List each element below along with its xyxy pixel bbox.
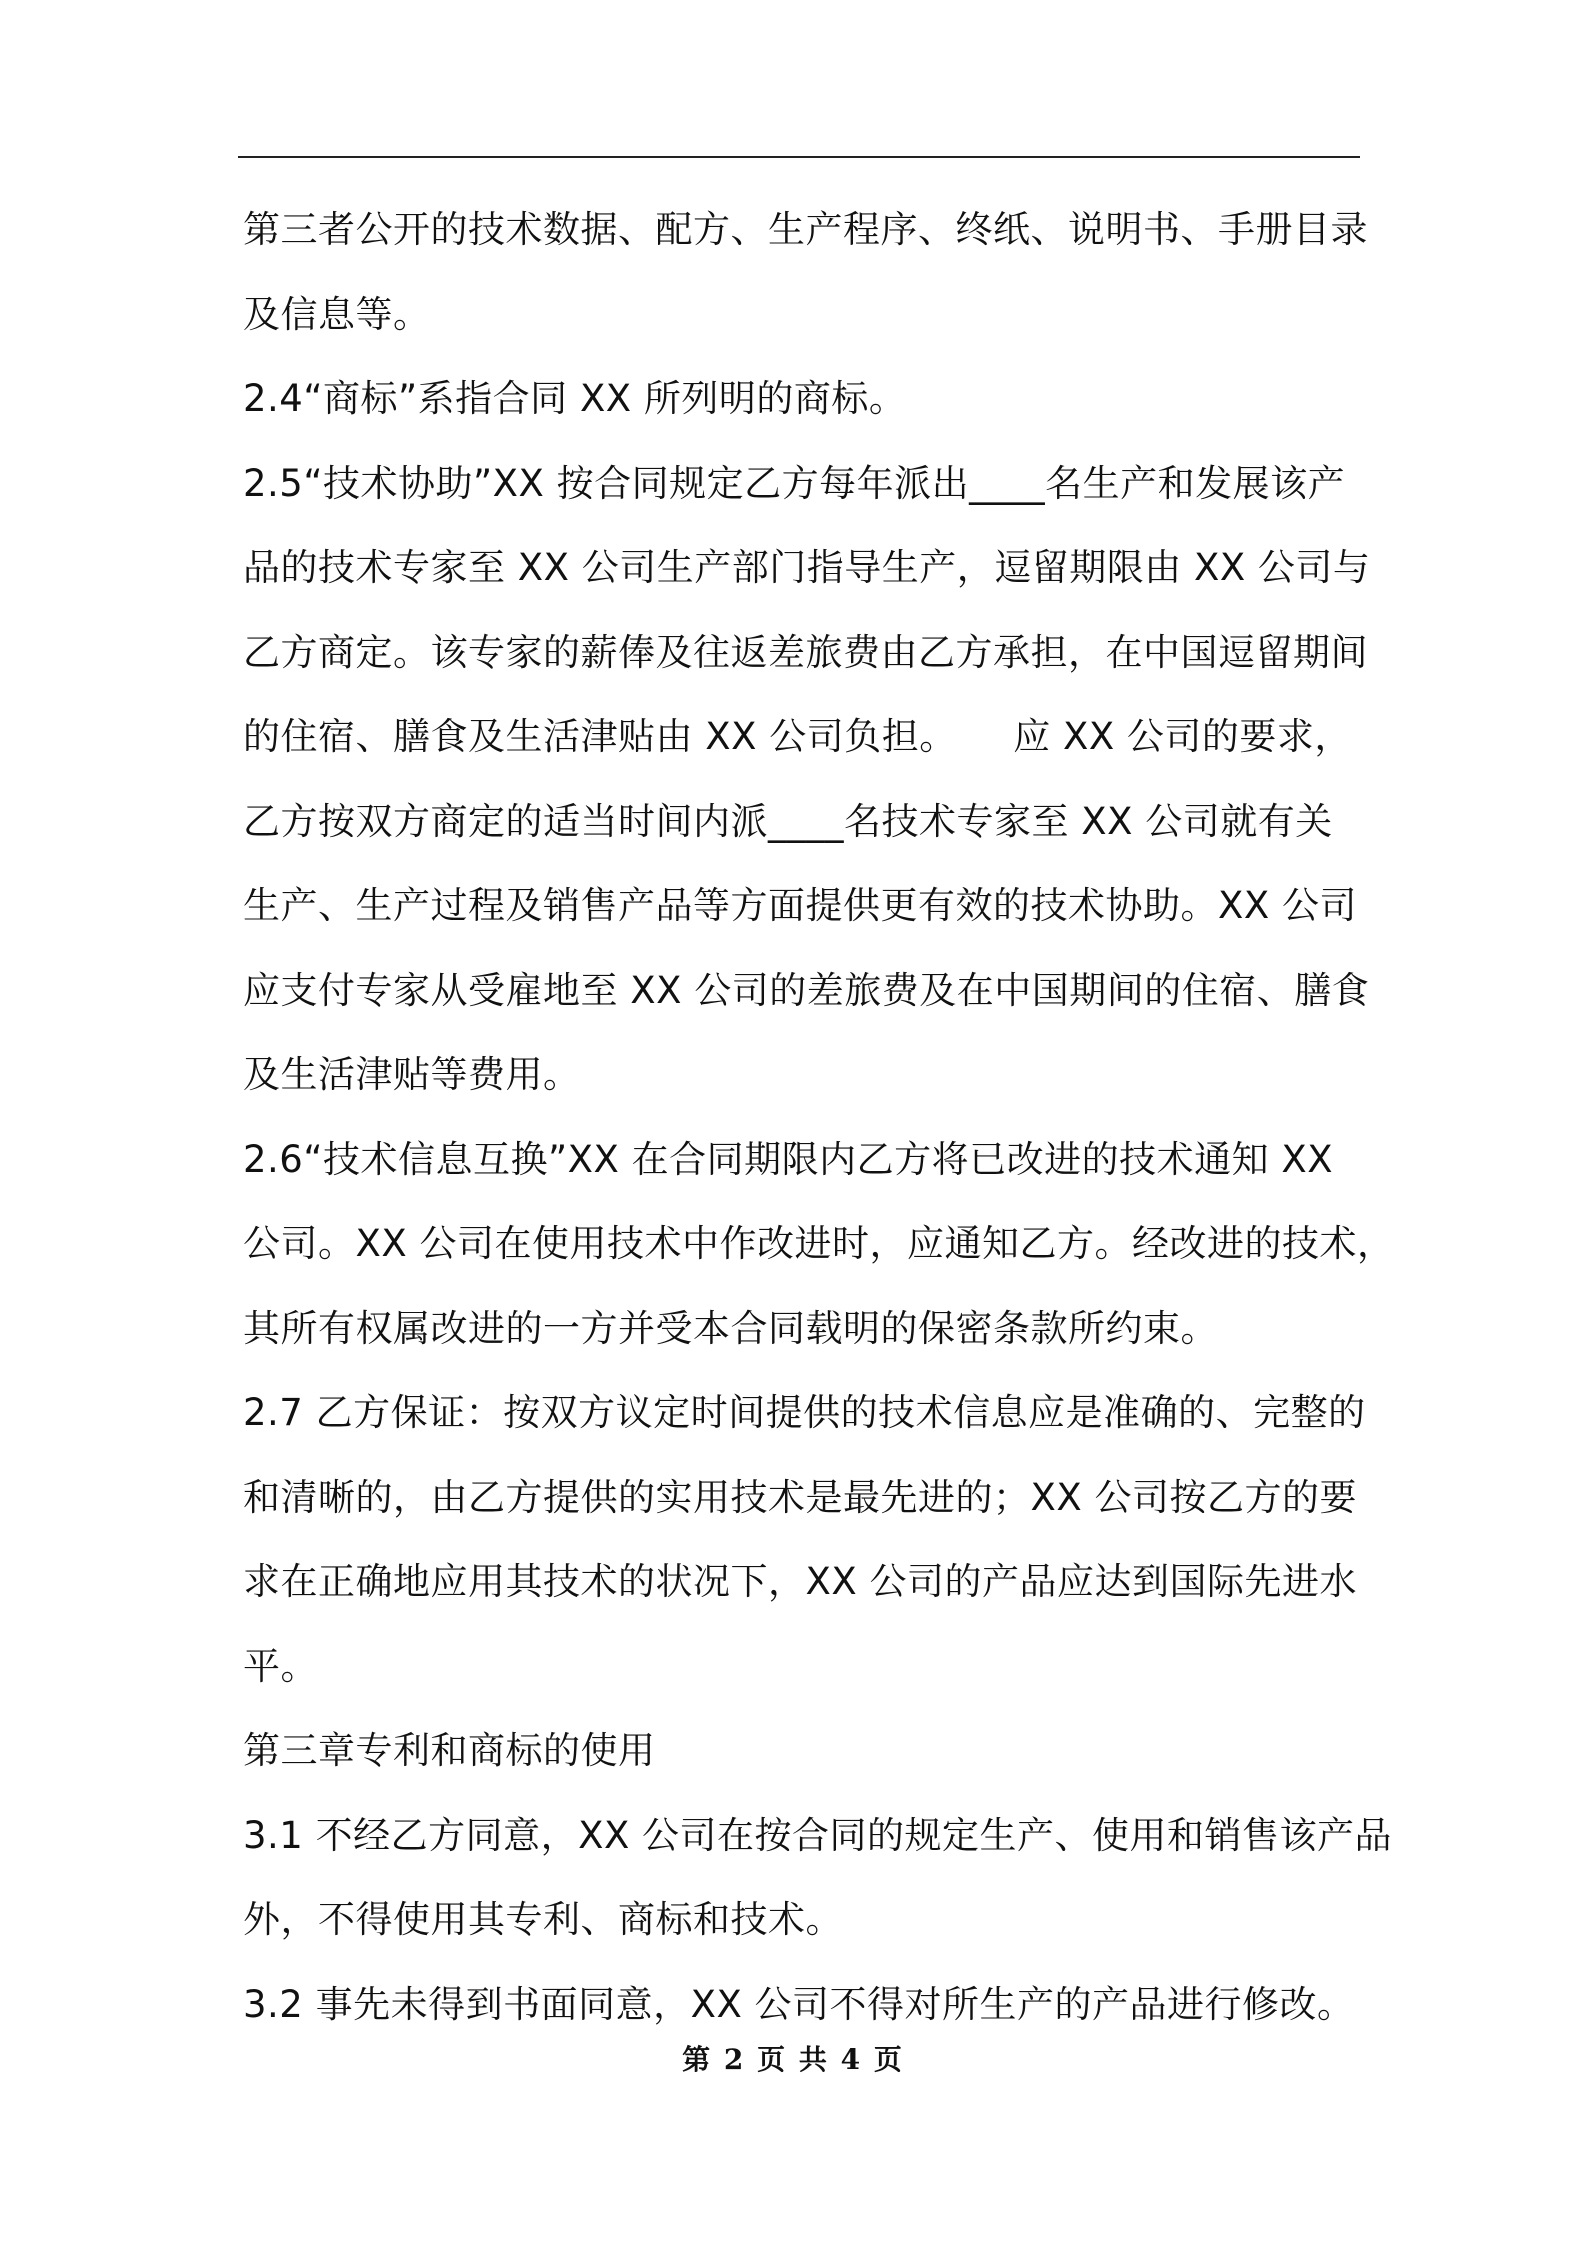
text-line: 的住宿、膳食及生活津贴由 XX 公司负担。 应 XX 公司的要求， <box>243 715 1352 758</box>
text-line: 品的技术专家至 XX 公司生产部门指导生产，逗留期限由 XX 公司与 <box>243 546 1371 589</box>
text-line: 其所有权属改进的一方并受本合同载明的保密条款所约束。 <box>243 1306 1218 1350</box>
text-line: 乙方商定。该专家的薪俸及往返差旅费由乙方承担，在中国逗留期间 <box>243 630 1368 674</box>
text-line: 乙方按双方商定的适当时间内派____名技术专家至 XX 公司就有关 <box>243 799 1333 843</box>
document-body <box>243 188 1395 2047</box>
text-line: 及信息等。 <box>243 292 431 336</box>
text-line: 2.4“商标”系指合同 XX 所列明的商标。 <box>243 377 907 420</box>
page-number: 第 2 页 共 4 页 <box>682 2043 904 2076</box>
text-line: 3.2 事先未得到书面同意，XX 公司不得对所生产的产品进行修改。 <box>243 1982 1355 2026</box>
text-line: 和清晰的，由乙方提供的实用技术是最先进的；XX 公司按乙方的要 <box>243 1475 1357 1519</box>
text-line: 2.6“技术信息互换”XX 在合同期限内乙方将已改进的技术通知 XX <box>243 1137 1334 1181</box>
text-line: 求在正确地应用其技术的状况下，XX 公司的产品应达到国际先进水 <box>243 1560 1357 1603</box>
text-line: 平。 <box>243 1644 318 1688</box>
text-line: 2.5“技术协助”XX 按合同规定乙方每年派出____名生产和发展该产 <box>243 461 1346 505</box>
text-line: 生产、生产过程及销售产品等方面提供更有效的技术协助。XX 公司 <box>243 884 1357 927</box>
text-line: 公司。XX 公司在使用技术中作改进时，应通知乙方。经改进的技术， <box>243 1222 1395 1265</box>
text-line: 第三者公开的技术数据、配方、生产程序、终纸、说明书、手册目录 <box>243 208 1368 251</box>
text-line: 及生活津贴等费用。 <box>243 1053 581 1096</box>
text-line: 外，不得使用其专利、商标和技术。 <box>243 1898 843 1941</box>
header-rule <box>238 156 1360 158</box>
text-line: 应支付专家从受雇地至 XX 公司的差旅费及在中国期间的住宿、膳食 <box>243 968 1370 1012</box>
chapter-heading: 第三章专利和商标的使用 <box>243 1729 656 1772</box>
text-line: 2.7 乙方保证：按双方议定时间提供的技术信息应是准确的、完整的 <box>243 1391 1366 1434</box>
text-line: 3.1 不经乙方同意，XX 公司在按合同的规定生产、使用和销售该产品 <box>243 1813 1393 1857</box>
